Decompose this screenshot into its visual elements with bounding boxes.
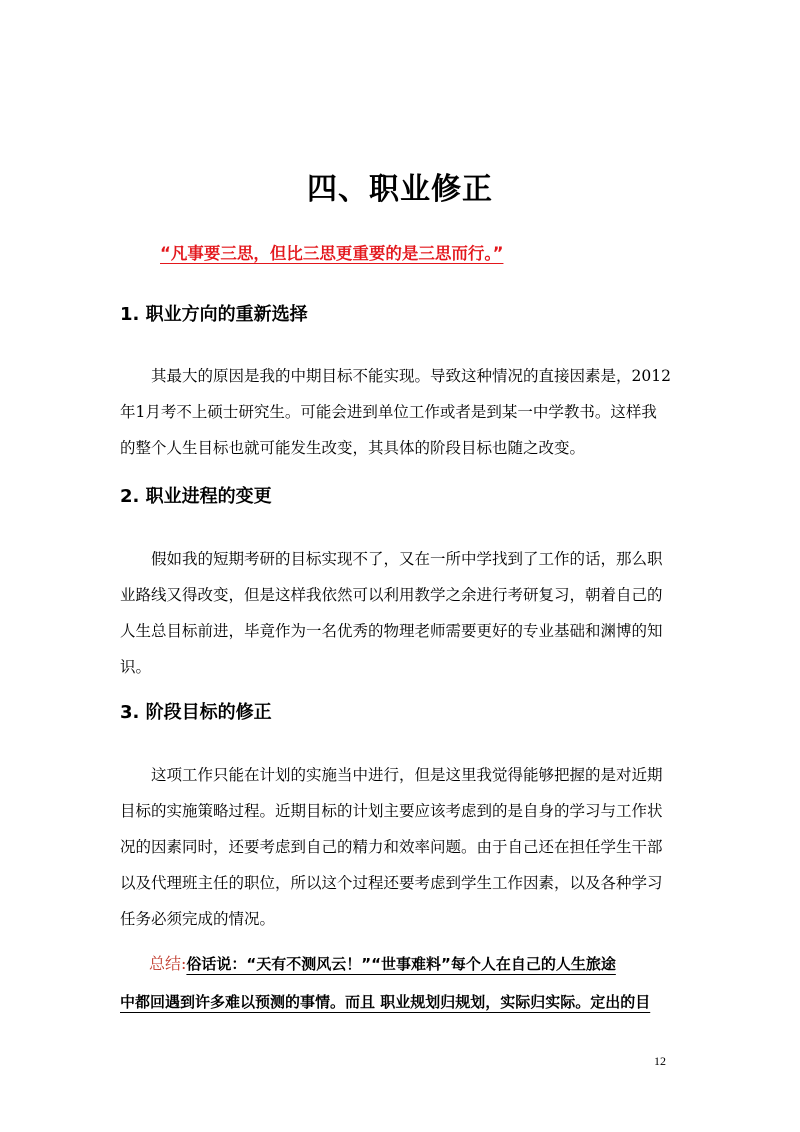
- paragraph-line: 以及代理班主任的职位，所以这个过程还要考虑到学生工作因素，以及各种学习: [120, 874, 663, 892]
- summary-text: 中都回遇到许多难以预测的事情。而且 职业规划归规划，实际归实际。定出的目: [120, 993, 651, 1011]
- section-paragraph-2: [120, 541, 686, 685]
- summary-line-1: [120, 945, 686, 983]
- section-heading-3: 3. 阶段目标的修正: [120, 702, 272, 723]
- paragraph-line: 业路线又得改变，但是这样我依然可以利用教学之余进行考研复习，朝着自己的: [120, 586, 663, 604]
- paragraph-line: 这项工作只能在计划的实施当中进行，但是这里我觉得能够把握的是对近期: [151, 766, 663, 784]
- paragraph-line: 识。: [120, 658, 152, 676]
- paragraph-line: 假如我的短期考研的目标实现不了，又在一所中学找到了工作的话，那么职: [151, 550, 663, 568]
- paragraph-line: 的整个人生目标也就可能发生改变，其具体的阶段目标也随之改变。: [120, 439, 586, 457]
- page-number: 12: [654, 1054, 666, 1068]
- section-heading-1: 1. 职业方向的重新选择: [120, 304, 308, 325]
- section-paragraph-3: [120, 757, 686, 937]
- paragraph-line: 其最大的原因是我的中期目标不能实现。导致这种情况的直接因素是，2012: [151, 367, 671, 385]
- paragraph-line: 况的因素同时，还要考虑到自己的精力和效率问题。由于自己还在担任学生干部: [120, 838, 663, 856]
- paragraph-line: 人生总目标前进，毕竟作为一名优秀的物理老师需要更好的专业基础和渊博的知: [120, 622, 663, 640]
- paragraph-line: 任务必须完成的情况。: [120, 910, 276, 928]
- paragraph-line: 目标的实施策略过程。近期目标的计划主要应该考虑到的是自身的学习与工作状: [120, 802, 663, 820]
- paragraph-line: 年1月考不上硕士研究生。可能会进到单位工作或者是到某一中学教书。这样我: [120, 403, 657, 421]
- summary-block: [120, 945, 686, 1021]
- section-heading-2: 2. 职业进程的变更: [120, 486, 272, 507]
- summary-label: 总结:: [149, 954, 187, 973]
- quote-line: “凡事要三思，但比三思更重要的是三思而行。”: [160, 244, 504, 263]
- page-title: 四、职业修正: [307, 172, 493, 207]
- section-paragraph-1: [120, 358, 686, 466]
- summary-line-2: [120, 983, 686, 1021]
- summary-text: 俗话说：“天有不测风云！”“世事难料”每个人在自己的人生旅途: [186, 955, 616, 973]
